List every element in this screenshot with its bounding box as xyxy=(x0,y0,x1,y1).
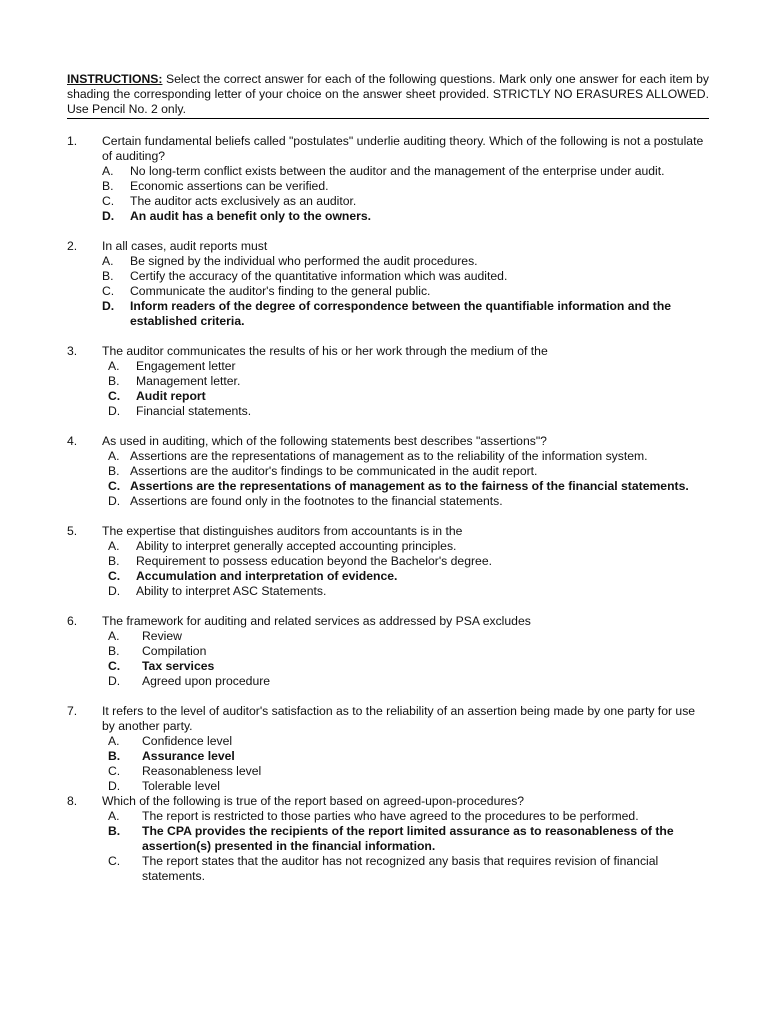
choice-letter: C. xyxy=(108,854,121,868)
question-number: 6. xyxy=(67,614,78,628)
question-1 xyxy=(67,134,709,224)
choice-b[interactable] xyxy=(108,554,709,569)
question-number: 5. xyxy=(67,524,78,538)
choice-d[interactable] xyxy=(108,584,709,599)
choice-letter: D. xyxy=(102,299,115,313)
choice-c[interactable] xyxy=(102,194,709,209)
choice-text: Audit report xyxy=(136,389,206,403)
question-stem: The expertise that distinguishes auditors from accountants is in the xyxy=(102,524,463,538)
choice-letter: B. xyxy=(108,374,120,388)
choice-letter: A. xyxy=(108,629,120,643)
choice-letter: D. xyxy=(108,779,121,793)
choice-b[interactable] xyxy=(108,644,709,659)
question-stem: Which of the following is true of the report based on agreed-upon-procedures? xyxy=(102,794,525,808)
choice-text: An audit has a benefit only to the owners. xyxy=(130,209,372,223)
choice-d-answer[interactable] xyxy=(102,299,709,329)
choice-letter: D. xyxy=(108,584,121,598)
question-number: 4. xyxy=(67,434,78,448)
choice-letter: A. xyxy=(108,539,120,553)
choice-letter: A. xyxy=(102,164,114,178)
choice-d-answer[interactable] xyxy=(102,209,709,224)
choice-b[interactable] xyxy=(102,269,709,284)
question-6 xyxy=(67,614,709,689)
choice-b-answer[interactable] xyxy=(108,824,709,854)
choice-letter: A. xyxy=(102,254,114,268)
question-stem: In all cases, audit reports must xyxy=(102,239,268,253)
choice-text: Assertions are the auditor's findings to be communicated in the audit report. xyxy=(130,464,538,478)
choice-text: Assertions are found only in the footnotes to the financial statements. xyxy=(130,494,503,508)
instructions-block xyxy=(67,72,709,119)
question-number: 8. xyxy=(67,794,78,808)
choice-text: The report is restricted to those parties who have agreed to the procedures to be performed. xyxy=(142,809,639,823)
choice-text: Communicate the auditor's finding to the general public. xyxy=(130,284,431,298)
question-stem: It refers to the level of auditor's satisfaction as to the reliability of an assertion being made by one party for use by another party. xyxy=(102,704,696,733)
choice-text: The report states that the auditor has not recognized any basis that requires revision of financial statements. xyxy=(142,854,659,883)
question-number: 1. xyxy=(67,134,78,148)
question-stem: The auditor communicates the results of his or her work through the medium of the xyxy=(102,344,548,358)
choice-a[interactable] xyxy=(108,734,709,749)
choice-text: Agreed upon procedure xyxy=(142,674,271,688)
choice-b[interactable] xyxy=(102,179,709,194)
instructions-text: Select the correct answer for each of the following questions. Mark only one answer for each item by shading the corresponding letter of your choice on the answer sheet provided. STRICTLY NO ERASURES ALLOWED. Use Pencil No. 2 only. xyxy=(67,72,709,116)
choice-letter: C. xyxy=(108,659,121,673)
choice-text: Be signed by the individual who performed the audit procedures. xyxy=(130,254,478,268)
question-5 xyxy=(67,524,709,599)
choice-b[interactable] xyxy=(108,374,709,389)
choice-text: Assertions are the representations of management as to the reliability of the information system. xyxy=(130,449,648,463)
choice-letter: B. xyxy=(108,464,120,478)
choice-text: Tax services xyxy=(142,659,215,673)
choice-letter: C. xyxy=(108,389,121,403)
question-4 xyxy=(67,434,709,509)
choice-a[interactable] xyxy=(108,629,709,644)
question-number: 7. xyxy=(67,704,78,718)
choice-b-answer[interactable] xyxy=(108,749,709,764)
choice-letter: D. xyxy=(108,404,121,418)
choice-a[interactable] xyxy=(108,539,709,554)
choice-c-answer[interactable] xyxy=(108,389,709,404)
choice-letter: C. xyxy=(108,479,121,493)
choice-text: Certify the accuracy of the quantitative information which was audited. xyxy=(130,269,508,283)
choice-d[interactable] xyxy=(108,404,709,419)
choice-text: The CPA provides the recipients of the report limited assurance as to reasonableness of the assertion(s) presented in the financial information. xyxy=(142,824,674,853)
choice-letter: C. xyxy=(108,569,121,583)
choice-letter: B. xyxy=(108,749,121,763)
choice-text: Accumulation and interpretation of evidence. xyxy=(136,569,398,583)
choice-text: Confidence level xyxy=(142,734,233,748)
choice-a[interactable] xyxy=(108,809,709,824)
choice-letter: C. xyxy=(108,764,121,778)
choice-text: Ability to interpret ASC Statements. xyxy=(136,584,327,598)
question-8 xyxy=(67,794,709,884)
choice-letter: D. xyxy=(102,209,115,223)
choice-letter: D. xyxy=(108,494,121,508)
choice-c-answer[interactable] xyxy=(108,479,709,494)
choice-text: The auditor acts exclusively as an auditor. xyxy=(130,194,357,208)
choice-letter: B. xyxy=(102,269,114,283)
question-number: 3. xyxy=(67,344,78,358)
choice-text: Compilation xyxy=(142,644,207,658)
choice-b[interactable] xyxy=(108,464,709,479)
choice-text: Assertions are the representations of management as to the fairness of the financial statements. xyxy=(130,479,689,493)
choice-text: Ability to interpret generally accepted accounting principles. xyxy=(136,539,457,553)
choice-letter: B. xyxy=(108,554,120,568)
choice-text: Reasonableness level xyxy=(142,764,262,778)
choice-text: Inform readers of the degree of correspondence between the quantifiable information and the established criteria. xyxy=(130,299,672,328)
choice-a[interactable] xyxy=(102,164,709,179)
choice-d[interactable] xyxy=(108,674,709,689)
exam-page xyxy=(67,72,709,884)
choice-letter: B. xyxy=(108,644,120,658)
choice-text: Assurance level xyxy=(142,749,235,763)
choice-letter: C. xyxy=(102,194,115,208)
question-7 xyxy=(67,704,709,794)
choice-letter: D. xyxy=(108,674,121,688)
choice-text: Tolerable level xyxy=(142,779,220,793)
choice-text: Requirement to possess education beyond the Bachelor's degree. xyxy=(136,554,492,568)
choice-text: Economic assertions can be verified. xyxy=(130,179,329,193)
choice-a[interactable] xyxy=(102,254,709,269)
choice-text: Engagement letter xyxy=(136,359,236,373)
choice-letter: C. xyxy=(102,284,115,298)
choice-letter: A. xyxy=(108,809,120,823)
question-stem: Certain fundamental beliefs called "postulates" underlie auditing theory. Which of the following is not a postulate of auditing? xyxy=(102,134,704,163)
choice-d[interactable] xyxy=(108,779,709,794)
choice-letter: B. xyxy=(102,179,114,193)
choice-letter: A. xyxy=(108,734,120,748)
choice-c-answer[interactable] xyxy=(108,659,709,674)
choice-text: Management letter. xyxy=(136,374,241,388)
question-number: 2. xyxy=(67,239,78,253)
choice-letter: A. xyxy=(108,359,120,373)
choice-a[interactable] xyxy=(108,449,709,464)
choice-text: Financial statements. xyxy=(136,404,252,418)
choice-letter: B. xyxy=(108,824,121,838)
choice-c-answer[interactable] xyxy=(108,569,709,584)
question-stem: The framework for auditing and related services as addressed by PSA excludes xyxy=(102,614,531,628)
choice-text: No long-term conflict exists between the auditor and the management of the enterprise under audit. xyxy=(130,164,665,178)
choice-letter: A. xyxy=(108,449,120,463)
question-stem: As used in auditing, which of the following statements best describes "assertions"? xyxy=(102,434,547,448)
choice-a[interactable] xyxy=(108,359,709,374)
question-2 xyxy=(67,239,709,329)
choice-c[interactable] xyxy=(108,764,709,779)
choice-c[interactable] xyxy=(102,284,709,299)
choice-d[interactable] xyxy=(108,494,709,509)
question-3 xyxy=(67,344,709,419)
choice-text: Review xyxy=(142,629,182,643)
choice-c[interactable] xyxy=(108,854,709,884)
instructions-heading: INSTRUCTIONS: xyxy=(67,72,163,86)
